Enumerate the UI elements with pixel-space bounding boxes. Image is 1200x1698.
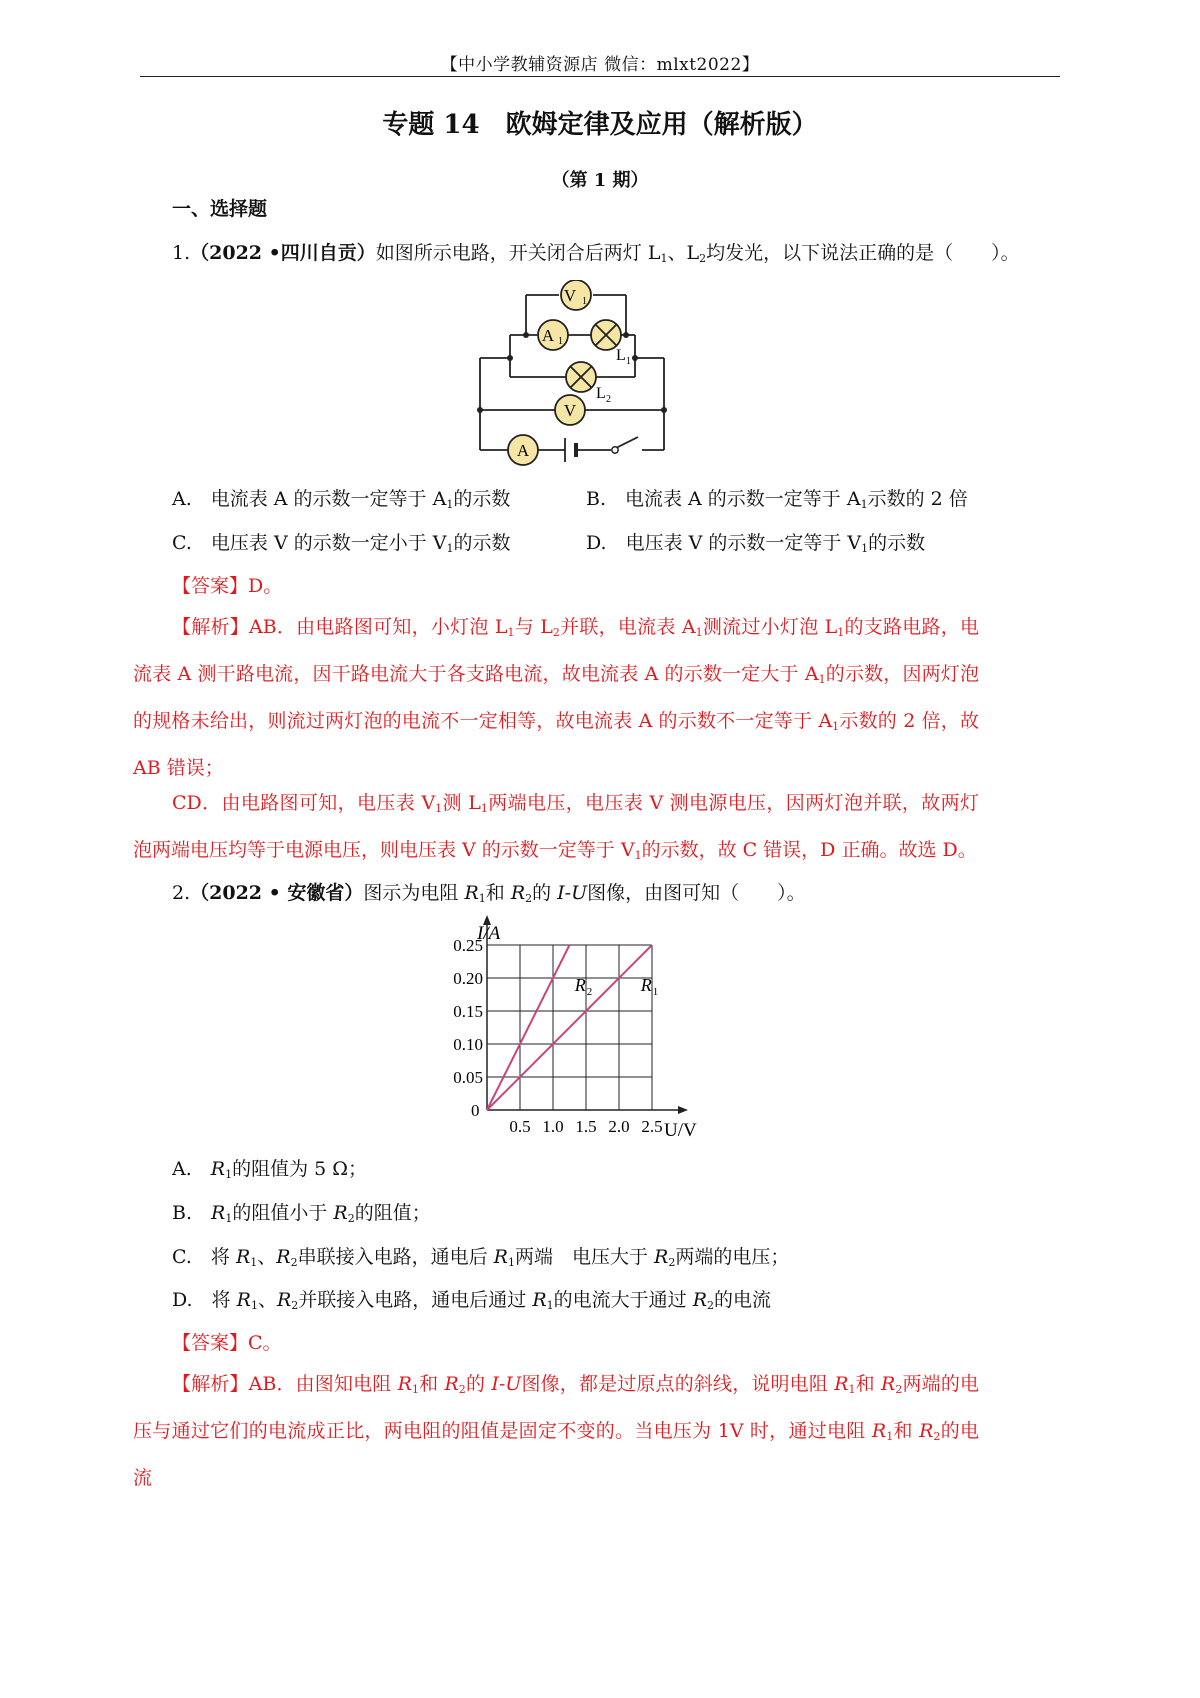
meter-v1-sub: 1	[582, 296, 587, 307]
analysis-text: 的支路电路，电流表 A 测干路电流，因干路电流大于各支路电流，故电流表 A 的示数一定大于 A	[133, 616, 979, 685]
q1-analysis-ab	[133, 604, 979, 792]
meter-v	[555, 395, 585, 425]
option-text: A. 电流表 A 的示数一定等于 A	[172, 488, 447, 510]
meter-v1	[561, 280, 591, 310]
q1-option-b	[586, 486, 968, 512]
q1-sub: 1	[660, 252, 668, 265]
option-text: 串联接入电路，通电后	[297, 1246, 494, 1268]
analysis-text: 测 L	[442, 792, 481, 814]
analysis-sub: 1	[818, 673, 826, 686]
y-tick-label: 0.20	[453, 969, 483, 988]
option-text: D. 电压表 V 的示数一定等于 V	[586, 532, 862, 554]
option-sub: 1	[250, 1299, 258, 1312]
option-r: R	[532, 1289, 547, 1311]
q1-analysis-cd	[133, 780, 979, 874]
option-text: 的示数	[453, 488, 511, 510]
x-tick-label: 2.0	[608, 1117, 630, 1136]
analysis-sub: 1	[634, 849, 642, 862]
analysis-r: R	[919, 1420, 934, 1442]
analysis-sub: 1	[480, 802, 488, 815]
q1-stem-text: 如图所示电路，开关闭合后两灯 L	[375, 242, 661, 264]
analysis-text: 的示数，故 C 错误，D 正确。故选 D。	[641, 839, 977, 861]
lamp-l1	[591, 320, 631, 367]
lamp-l1-label: L	[616, 347, 626, 364]
analysis-r: R	[881, 1373, 896, 1395]
q1-sub: 2	[699, 252, 707, 265]
analysis-text: CD．由电路图可知，电压表 V	[172, 792, 436, 814]
option-text: C. 将	[172, 1246, 236, 1268]
option-text: 的示数	[453, 532, 511, 554]
analysis-sub: 2	[933, 1430, 941, 1443]
analysis-sub: 1	[411, 1383, 419, 1396]
analysis-sub: 2	[895, 1383, 903, 1396]
q2-stem-sub: 1	[478, 892, 486, 905]
option-r: R	[692, 1289, 707, 1311]
y-tick-label: 0.05	[453, 1068, 483, 1087]
q2-source: （2022 • 安徽省）	[190, 882, 364, 904]
option-text: 的示数	[868, 532, 926, 554]
q1-option-c	[172, 530, 510, 556]
option-sub: 2	[291, 1299, 299, 1312]
q1-stem	[172, 240, 1020, 266]
option-sub: 1	[225, 1212, 233, 1225]
option-sub: 2	[347, 1212, 355, 1225]
analysis-sub: 1	[886, 1430, 894, 1443]
option-sub: 2	[668, 1256, 676, 1269]
option-r: R	[333, 1202, 348, 1224]
chart-x-axis-label: U/V	[664, 1120, 697, 1141]
circuit-diagram	[470, 280, 710, 475]
chart-series	[487, 945, 658, 1110]
analysis-text: 与 L	[514, 616, 553, 638]
iu-chart	[430, 910, 720, 1145]
analysis-text: 和	[855, 1373, 882, 1395]
meter-v-label: V	[563, 401, 577, 420]
analysis-r: R	[397, 1373, 412, 1395]
analysis-text: 测流过小灯泡 L	[702, 616, 838, 638]
chart-origin-label: 0	[471, 1101, 480, 1120]
analysis-text: 的	[465, 1373, 492, 1395]
option-text: 的阻值小于	[232, 1202, 334, 1224]
q2-stem-sub: 2	[525, 892, 533, 905]
option-text: A.	[172, 1158, 211, 1180]
x-tick-label: 0.5	[509, 1117, 531, 1136]
analysis-sub: 1	[507, 626, 515, 639]
meter-v1-label: V	[563, 286, 577, 305]
option-r: R	[211, 1202, 226, 1224]
section-heading: 一、选择题	[172, 198, 268, 220]
q1-answer: 【答案】D。	[172, 575, 283, 597]
analysis-sub: 1	[832, 720, 840, 733]
q2-stem-iu: I-U	[557, 882, 588, 904]
option-r: R	[210, 1158, 226, 1180]
option-r: R	[235, 1246, 251, 1268]
option-text: 的电流	[714, 1289, 772, 1311]
analysis-iu: I-U	[491, 1373, 522, 1395]
option-sub: 1	[546, 1299, 554, 1312]
lamp-l1-sub: 1	[626, 356, 631, 367]
option-sub: 1	[446, 498, 454, 511]
option-text: B.	[172, 1202, 212, 1224]
series-label: R	[640, 975, 652, 996]
analysis-text: 示数的 2 倍，故 AB 错误；	[133, 710, 979, 779]
option-text: 并联接入电路，通电后通过	[298, 1289, 533, 1311]
q1-stem-text: 均发光，以下说法正确的是（ ）。	[706, 242, 1020, 264]
meter-a-label: A	[516, 441, 530, 460]
meter-a	[508, 435, 538, 465]
option-text: 、	[257, 1246, 277, 1268]
x-tick-label: 2.5	[641, 1117, 663, 1136]
series-line	[487, 945, 570, 1110]
header-divider	[140, 76, 1060, 77]
q2-stem-text: 图示为电阻	[363, 882, 465, 904]
q1-source: （2022 •四川自贡）	[190, 242, 376, 264]
option-text: 示数的 2 倍	[867, 488, 968, 510]
option-sub: 2	[707, 1299, 714, 1312]
analysis-sub: 1	[435, 802, 443, 815]
lamp-l2-label: L	[596, 385, 606, 402]
analysis-sub: 1	[848, 1383, 856, 1396]
q2-stem	[172, 880, 806, 906]
analysis-text: 和	[893, 1420, 920, 1442]
q2-option-d	[172, 1287, 771, 1313]
option-r: R	[654, 1246, 669, 1268]
analysis-text: 图像，都是过原点的斜线，说明电阻	[521, 1373, 835, 1395]
lamp-l2-sub: 2	[606, 394, 611, 405]
option-r: R	[276, 1246, 291, 1268]
q2-option-b	[172, 1200, 431, 1226]
analysis-sub: 1	[837, 626, 845, 639]
option-text: 的阻值；	[354, 1202, 431, 1224]
option-text: D. 将	[172, 1289, 237, 1311]
series-label: R	[574, 975, 586, 996]
option-r: R	[276, 1289, 292, 1311]
x-tick-label: 1.5	[575, 1117, 597, 1136]
q2-stem-text: 和	[485, 882, 511, 904]
option-sub: 1	[225, 1168, 233, 1181]
series-label-sub: 1	[652, 986, 659, 999]
option-sub: 1	[507, 1256, 515, 1269]
option-sub: 1	[861, 542, 869, 555]
q1-option-d	[586, 530, 925, 556]
option-r: R	[236, 1289, 251, 1311]
option-text: B. 电流表 A 的示数一定等于 A	[586, 488, 861, 510]
page-title: 专题 14 欧姆定律及应用（解析版）	[382, 110, 818, 140]
option-text: 的阻值为 5 Ω；	[232, 1158, 367, 1180]
series-label-sub: 2	[586, 986, 593, 999]
q2-stem-r: R	[510, 882, 526, 904]
analysis-text: 两端的电压与通过它们的电流成正比，两电阻的阻值是固定不变的。当电压为 1V 时，通过电阻	[133, 1373, 979, 1442]
analysis-text: 【解析】AB．由图知电阻	[172, 1373, 398, 1395]
analysis-r: R	[444, 1373, 459, 1395]
analysis-text: 和	[418, 1373, 445, 1395]
q2-number: 2.	[172, 882, 191, 904]
x-axis-arrow	[678, 1106, 688, 1114]
option-text: 、	[257, 1289, 277, 1311]
option-sub: 1	[860, 498, 868, 511]
meter-a1	[538, 320, 568, 350]
y-tick-label: 0.15	[453, 1002, 483, 1021]
y-tick-label: 0.10	[453, 1035, 483, 1054]
option-text: 两端 电压大于	[514, 1246, 654, 1268]
analysis-text: 并联，电流表 A	[559, 616, 696, 638]
q2-analysis	[133, 1361, 979, 1502]
q2-option-c	[172, 1244, 789, 1270]
analysis-text: 【解析】AB．由电路图可知，小灯泡 L	[172, 616, 508, 638]
option-r: R	[493, 1246, 508, 1268]
option-text: 两端的电压；	[675, 1246, 790, 1268]
y-tick-label: 0.25	[453, 936, 483, 955]
q1-option-a	[172, 486, 510, 512]
analysis-r: R	[834, 1373, 849, 1395]
q2-stem-r: R	[464, 882, 479, 904]
option-sub: 1	[250, 1256, 258, 1269]
x-tick-label: 1.0	[542, 1117, 564, 1136]
page-subtitle: （第 1 期）	[551, 170, 649, 191]
analysis-text: 的示数，因两灯泡的规格未给出，则流过两灯泡的电流不一定相等，故电流表 A 的示数不一定等于 A	[133, 663, 979, 732]
q2-option-a	[172, 1156, 367, 1182]
option-sub: 1	[446, 542, 454, 555]
option-sub: 2	[290, 1256, 298, 1269]
chart-y-axis-label: I/A	[477, 923, 501, 944]
q1-number: 1.	[172, 242, 191, 264]
meter-a1-sub: 1	[558, 336, 563, 347]
analysis-sub: 1	[695, 626, 703, 639]
option-text: C. 电压表 V 的示数一定小于 V	[172, 532, 447, 554]
analysis-text: 两端电压，电压表 V 测电源电压，因两灯泡并联，故两灯泡两端电压均等于电源电压，则电压表 V 的示数一定等于 V	[133, 792, 979, 861]
switch-contact	[612, 447, 618, 453]
q2-stem-text: 的	[532, 882, 558, 904]
q2-stem-text: 图像，由图可知（ ）。	[587, 882, 806, 904]
q1-stem-text: 、L	[667, 242, 700, 264]
meter-a1-label: A	[541, 326, 555, 345]
series-line	[487, 945, 652, 1110]
option-text: 的电流大于通过	[553, 1289, 693, 1311]
analysis-r: R	[871, 1420, 887, 1442]
analysis-text: 的电流	[133, 1420, 979, 1489]
page-header: 【中小学教辅资源店 微信：mlxt2022】	[440, 55, 760, 75]
analysis-sub: 2	[552, 626, 560, 639]
q2-answer: 【答案】C。	[172, 1332, 282, 1354]
analysis-sub: 2	[458, 1383, 466, 1396]
